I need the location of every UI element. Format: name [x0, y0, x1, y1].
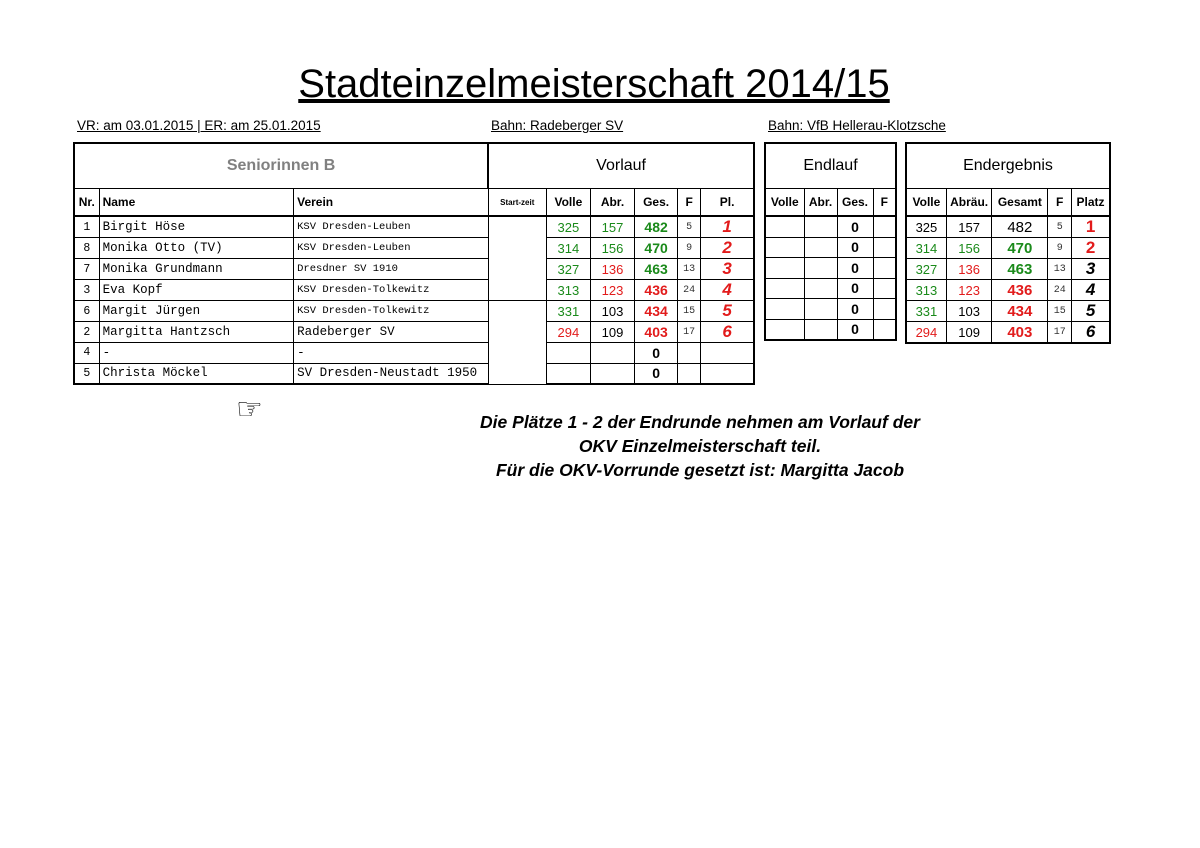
table-row: [906, 301, 1110, 322]
row-f: 9: [678, 238, 701, 259]
row-pl: 3: [701, 259, 754, 280]
row-platz: 3: [1072, 259, 1110, 280]
row-ges: 0: [837, 299, 873, 320]
row-pl: 1: [701, 216, 754, 238]
row-nr: 3: [74, 280, 99, 301]
row-ges: 0: [837, 258, 873, 279]
row-verein: KSV Dresden-Leuben: [294, 238, 489, 259]
row-volle: 294: [906, 322, 946, 344]
row-volle: 331: [546, 301, 590, 322]
table-row: [74, 343, 754, 364]
row-f: 5: [678, 216, 701, 238]
row-ges: 0: [635, 343, 678, 364]
startzeit-cell: [488, 216, 546, 301]
pointing-hand-icon: ☞: [236, 393, 263, 426]
row-name: Monika Otto (TV): [99, 238, 294, 259]
row-abr: 103: [590, 301, 634, 322]
row-abr: 156: [946, 238, 992, 259]
row-nr: 8: [74, 238, 99, 259]
col-f: F: [873, 189, 896, 217]
vorlauf-header: Vorlauf: [488, 143, 754, 189]
table-row: [765, 216, 896, 237]
row-ges: 0: [837, 216, 873, 237]
endlauf-table: [764, 142, 897, 341]
table-row: [74, 238, 754, 259]
col-startzeit: Start-zeit: [488, 189, 546, 217]
row-pl: 6: [701, 322, 754, 343]
table-row: [906, 322, 1110, 344]
row-name: Margit Jürgen: [99, 301, 294, 322]
col-volle: Volle: [906, 189, 946, 217]
col-platz: Platz: [1072, 189, 1110, 217]
row-volle: 294: [546, 322, 590, 343]
row-f: 15: [1048, 301, 1072, 322]
row-name: Birgit Höse: [99, 216, 294, 238]
table-row: [74, 301, 754, 322]
row-abr: 157: [946, 216, 992, 238]
col-abr: Abr.: [804, 189, 837, 217]
row-name: Eva Kopf: [99, 280, 294, 301]
row-platz: 4: [1072, 280, 1110, 301]
row-ges: 0: [837, 278, 873, 299]
col-f: F: [678, 189, 701, 217]
row-f: 15: [678, 301, 701, 322]
row-gesamt: 470: [992, 238, 1048, 259]
col-gesamt: Gesamt: [992, 189, 1048, 217]
row-verein: KSV Dresden-Tolkewitz: [294, 301, 489, 322]
row-volle: [546, 343, 590, 364]
row-nr: 5: [74, 363, 99, 384]
col-name: Name: [99, 189, 294, 217]
row-volle: 314: [906, 238, 946, 259]
row-verein: SV Dresden-Neustadt 1950: [294, 363, 489, 384]
row-abr: [590, 363, 634, 384]
category-title: Seniorinnen B: [74, 143, 488, 189]
row-volle: 327: [546, 259, 590, 280]
row-platz: 5: [1072, 301, 1110, 322]
row-gesamt: 463: [992, 259, 1048, 280]
row-nr: 2: [74, 322, 99, 343]
dates-label: VR: am 03.01.2015 | ER: am 25.01.2015: [77, 118, 321, 133]
row-gesamt: 482: [992, 216, 1048, 238]
table-row: [906, 238, 1110, 259]
row-volle: 313: [546, 280, 590, 301]
row-ges: 482: [635, 216, 678, 238]
row-nr: 4: [74, 343, 99, 364]
endergebnis-table: [905, 142, 1111, 344]
row-name: Margitta Hantzsch: [99, 322, 294, 343]
col-abr: Abr.: [590, 189, 634, 217]
col-ges: Ges.: [635, 189, 678, 217]
bahn-endlauf-label: Bahn: VfB Hellerau-Klotzsche: [768, 118, 946, 133]
row-nr: 6: [74, 301, 99, 322]
table-row: [74, 322, 754, 343]
row-abr: 109: [590, 322, 634, 343]
table-row: [765, 278, 896, 299]
table-row: [906, 259, 1110, 280]
row-f: 13: [1048, 259, 1072, 280]
row-ges: 436: [635, 280, 678, 301]
note-text: [390, 410, 1010, 482]
table-row: [906, 280, 1110, 301]
col-ges: Ges.: [837, 189, 873, 217]
row-volle: [546, 363, 590, 384]
row-name: Christa Möckel: [99, 363, 294, 384]
row-abr: 123: [590, 280, 634, 301]
row-f: [678, 343, 701, 364]
row-verein: KSV Dresden-Tolkewitz: [294, 280, 489, 301]
col-f: F: [1048, 189, 1072, 217]
row-platz: 6: [1072, 322, 1110, 344]
table-row: [74, 259, 754, 280]
row-pl: [701, 343, 754, 364]
row-f: 5: [1048, 216, 1072, 238]
row-platz: 2: [1072, 238, 1110, 259]
row-volle: 325: [546, 216, 590, 238]
table-row: [74, 363, 754, 384]
row-ges: 470: [635, 238, 678, 259]
row-nr: 7: [74, 259, 99, 280]
row-platz: 1: [1072, 216, 1110, 238]
row-ges: 403: [635, 322, 678, 343]
row-volle: 325: [906, 216, 946, 238]
row-gesamt: 436: [992, 280, 1048, 301]
row-ges: 0: [837, 237, 873, 258]
row-abr: 156: [590, 238, 634, 259]
row-abr: 123: [946, 280, 992, 301]
row-volle: 327: [906, 259, 946, 280]
row-pl: 4: [701, 280, 754, 301]
startzeit-cell: [488, 301, 546, 385]
col-nr: Nr.: [74, 189, 99, 217]
row-verein: -: [294, 343, 489, 364]
row-abr: 109: [946, 322, 992, 344]
bahn-vorlauf-label: Bahn: Radeberger SV: [491, 118, 624, 133]
row-verein: Dresdner SV 1910: [294, 259, 489, 280]
table-row: [906, 216, 1110, 238]
table-row: [765, 237, 896, 258]
note-line-2: OKV Einzelmeisterschaft teil.: [578, 436, 822, 456]
col-verein: Verein: [294, 189, 489, 217]
note-line-1: Die Plätze 1 - 2 der Endrunde nehmen am Vorlauf der: [480, 412, 920, 432]
row-f: 17: [1048, 322, 1072, 344]
row-pl: 2: [701, 238, 754, 259]
table-row: [74, 216, 754, 238]
row-gesamt: 434: [992, 301, 1048, 322]
row-ges: 463: [635, 259, 678, 280]
endergebnis-header: Endergebnis: [906, 143, 1110, 189]
vorlauf-table: [73, 142, 755, 385]
row-volle: 314: [546, 238, 590, 259]
row-abr: 103: [946, 301, 992, 322]
col-pl: Pl.: [701, 189, 754, 217]
row-volle: 313: [906, 280, 946, 301]
row-pl: 5: [701, 301, 754, 322]
row-abr: 136: [946, 259, 992, 280]
col-volle: Volle: [765, 189, 804, 217]
col-abraeu: Abräu.: [946, 189, 992, 217]
row-verein: KSV Dresden-Leuben: [294, 216, 489, 238]
row-gesamt: 403: [992, 322, 1048, 344]
row-ges: 0: [635, 363, 678, 384]
row-f: 13: [678, 259, 701, 280]
row-ges: 0: [837, 319, 873, 340]
row-verein: Radeberger SV: [294, 322, 489, 343]
note-line-3: Für die OKV-Vorrunde gesetzt ist: Margitta Jacob: [495, 460, 905, 480]
page-title: Stadteinzelmeisterschaft 2014/15: [298, 62, 890, 106]
row-abr: 157: [590, 216, 634, 238]
row-f: 9: [1048, 238, 1072, 259]
table-row: [765, 258, 896, 279]
row-ges: 434: [635, 301, 678, 322]
row-nr: 1: [74, 216, 99, 238]
row-f: [678, 363, 701, 384]
row-name: Monika Grundmann: [99, 259, 294, 280]
endlauf-header: Endlauf: [765, 143, 896, 189]
row-f: 24: [1048, 280, 1072, 301]
row-abr: 136: [590, 259, 634, 280]
row-volle: 331: [906, 301, 946, 322]
col-volle: Volle: [546, 189, 590, 217]
table-row: [765, 319, 896, 340]
table-row: [765, 299, 896, 320]
row-pl: [701, 363, 754, 384]
row-f: 17: [678, 322, 701, 343]
row-name: -: [99, 343, 294, 364]
table-row: [74, 280, 754, 301]
row-abr: [590, 343, 634, 364]
row-f: 24: [678, 280, 701, 301]
